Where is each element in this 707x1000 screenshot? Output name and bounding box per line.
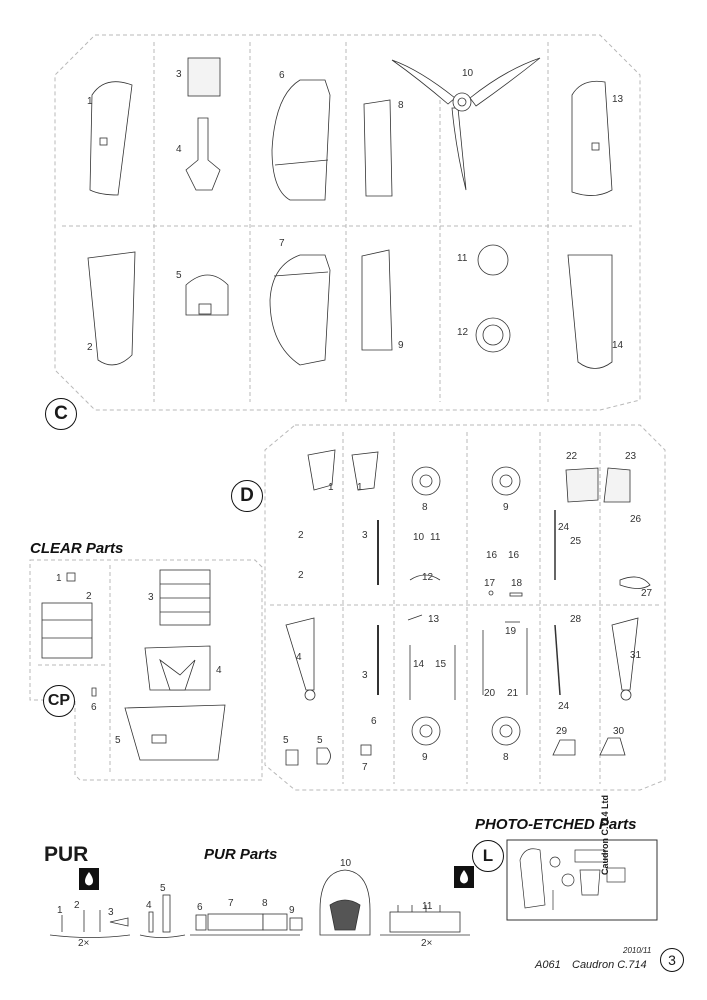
sprue-c-part-label: 7 — [279, 238, 285, 249]
sprue-d-label: D — [231, 480, 263, 512]
sprue-d-part-label: 16 — [486, 550, 498, 561]
sprue-c-part-label: 11 — [457, 253, 468, 264]
sprue-d-part-label: 15 — [435, 659, 447, 670]
sprue-d-part-label: 27 — [641, 588, 653, 599]
pur-part-label: 5 — [160, 883, 166, 894]
sprue-d-part-label: 1 — [357, 482, 363, 493]
sprue-d-part-label: 4 — [296, 652, 302, 663]
clear-part-label: 3 — [148, 592, 154, 603]
pur-part-label: 11 — [422, 901, 433, 912]
sprue-c-part-label: 5 — [176, 270, 182, 281]
pur-part-label: 1 — [57, 905, 63, 916]
footer-title: Caudron C.714 — [572, 959, 647, 971]
sprue-d-part-label: 20 — [484, 688, 496, 699]
sprue-d-part-label: 31 — [630, 650, 642, 661]
sprue-d-part-label: 17 — [484, 578, 496, 589]
sprue-d-part-label: 5 — [317, 735, 323, 746]
clear-sprue-label: CP — [43, 685, 75, 717]
pur-multiplier: 2× — [421, 938, 433, 949]
sprue-d-part-label: 1 — [328, 482, 334, 493]
sprue-c-part-label: 6 — [279, 70, 285, 81]
sprue-c-part-label: 1 — [87, 96, 93, 107]
sprue-d-part-label: 9 — [422, 752, 428, 763]
clear-part-label: 1 — [56, 573, 62, 584]
sprue-d-part-label: 19 — [505, 626, 517, 637]
sprue-d-part-label: 14 — [413, 659, 425, 670]
pur-part-label: 8 — [262, 898, 268, 909]
sprue-d-part-label: 16 — [508, 550, 520, 561]
sprue-d-part-label: 7 — [362, 762, 368, 773]
sprue-d-part-label: 8 — [422, 502, 428, 513]
sprue-d-part-label: 6 — [371, 716, 377, 727]
pur-part-label: 3 — [108, 907, 114, 918]
pur-part-label: 9 — [289, 905, 295, 916]
sprue-d-part-label: 3 — [362, 670, 368, 681]
sprue-c-part-label: 9 — [398, 340, 404, 351]
clear-part-label: 2 — [86, 591, 92, 602]
sprue-d-part-label: 29 — [556, 726, 568, 737]
sprue-d-part-label: 12 — [422, 572, 434, 583]
sprue-d-part-label: 26 — [630, 514, 642, 525]
sprue-d-part-label: 24 — [558, 522, 570, 533]
clear-part-label: 4 — [216, 665, 222, 676]
sprue-d-part-label: 24 — [558, 701, 570, 712]
sprue-c-part-label: 8 — [398, 100, 404, 111]
footer-date: 2010/11 — [623, 946, 652, 955]
pur-parts-heading: PUR Parts — [204, 846, 278, 863]
footer-code: A061 — [535, 959, 561, 971]
sprue-d-part-label: 28 — [570, 614, 582, 625]
sprue-c-part-label: 10 — [462, 68, 474, 79]
pur-part-label: 7 — [228, 898, 234, 909]
sprue-c-part-label: 2 — [87, 342, 93, 353]
sprue-d-part-label: 2 — [298, 530, 304, 541]
pur-multiplier: 2× — [78, 938, 90, 949]
sprue-c-label: C — [45, 398, 77, 430]
clear-parts-heading: CLEAR Parts — [30, 540, 124, 557]
sprue-c-part-label: 3 — [176, 69, 182, 80]
sprue-d-part-label: 30 — [613, 726, 625, 737]
pur-label: PUR — [44, 843, 89, 866]
sprue-d-part-label: 5 — [283, 735, 289, 746]
clear-part-label: 5 — [115, 735, 121, 746]
sprue-d-part-label: 2 — [298, 570, 304, 581]
sprue-d-part-label: 22 — [566, 451, 578, 462]
sprue-c-part-label: 14 — [612, 340, 624, 351]
sprue-c-part-label: 12 — [457, 327, 469, 338]
pe-label: L — [472, 840, 504, 872]
sprue-d-part-label: 18 — [511, 578, 523, 589]
pur-part-label: 4 — [146, 900, 152, 911]
sprue-d-part-label: 11 — [430, 532, 441, 543]
sprue-d-part-label: 9 — [503, 502, 509, 513]
clear-part-label: 6 — [91, 702, 97, 713]
page-number: 3 — [660, 948, 684, 972]
sprue-c-part-label: 13 — [612, 94, 624, 105]
pe-fret-text: Caudron C.714 Ltd — [600, 794, 610, 875]
sprue-d-part-label: 3 — [362, 530, 368, 541]
sprue-d-part-label: 23 — [625, 451, 637, 462]
sprue-c-part-label: 4 — [176, 144, 182, 155]
sprue-d-part-label: 25 — [570, 536, 582, 547]
pur-part-label: 10 — [340, 858, 352, 869]
pur-part-label: 6 — [197, 902, 203, 913]
pur-part-label: 2 — [74, 900, 80, 911]
sprue-d-part-label: 10 — [413, 532, 425, 543]
sprue-d-part-label: 21 — [507, 688, 519, 699]
pe-parts-heading: PHOTO-ETCHED Parts — [475, 816, 637, 833]
sprue-d-part-label: 8 — [503, 752, 509, 763]
sprue-d-part-label: 13 — [428, 614, 440, 625]
